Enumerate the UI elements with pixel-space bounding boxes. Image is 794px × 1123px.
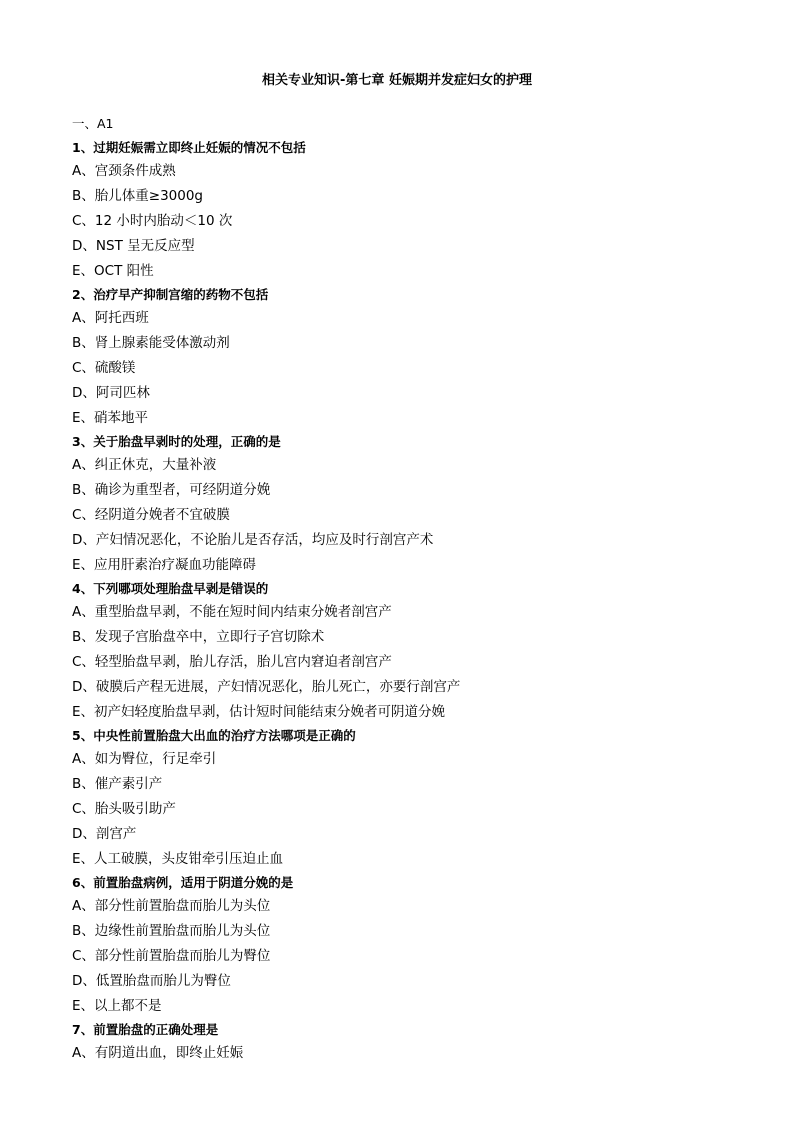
question-6: 6、前置胎盘病例，适用于阴道分娩的是 <box>72 875 294 890</box>
option-2c: C、硫酸镁 <box>72 360 136 376</box>
question-2: 2、治疗早产抑制宫缩的药物不包括 <box>72 287 269 302</box>
option-4c: C、轻型胎盘早剥，胎儿存活，胎儿宫内窘迫者剖宫产 <box>72 654 392 670</box>
option-5d: D、剖宫产 <box>72 826 137 842</box>
option-3c: C、经阴道分娩者不宜破膜 <box>72 507 230 523</box>
option-3b: B、确诊为重型者，可经阴道分娩 <box>72 482 271 498</box>
option-5e: E、人工破膜，头皮钳牵引压迫止血 <box>72 851 284 867</box>
page-title: 相关专业知识-第七章 妊娠期并发症妇女的护理 <box>262 73 532 88</box>
option-1a: A、宫颈条件成熟 <box>72 163 176 179</box>
option-6e: E、以上都不是 <box>72 998 162 1014</box>
option-1c: C、12 小时内胎动＜10 次 <box>72 213 233 229</box>
option-2e: E、硝苯地平 <box>72 410 149 426</box>
question-5: 5、中央性前置胎盘大出血的治疗方法哪项是正确的 <box>72 728 356 743</box>
option-3d: D、产妇情况恶化，不论胎儿是否存活，均应及时行剖宫产术 <box>72 532 434 548</box>
option-1b: B、胎儿体重≥3000g <box>72 188 203 204</box>
option-1d: D、NST 呈无反应型 <box>72 238 195 254</box>
option-4d: D、破膜后产程无进展，产妇情况恶化，胎儿死亡，亦要行剖宫产 <box>72 679 461 695</box>
question-3: 3、关于胎盘早剥时的处理，正确的是 <box>72 434 281 449</box>
option-4b: B、发现子宫胎盘卒中，立即行子宫切除术 <box>72 629 325 645</box>
option-4a: A、重型胎盘早剥，不能在短时间内结束分娩者剖宫产 <box>72 604 392 620</box>
option-5b: B、催产素引产 <box>72 776 163 792</box>
question-1: 1、过期妊娠需立即终止妊娠的情况不包括 <box>72 140 306 155</box>
option-2b: B、肾上腺素能受体激动剂 <box>72 335 230 351</box>
question-4: 4、下列哪项处理胎盘早剥是错误的 <box>72 581 269 596</box>
option-7a: A、有阴道出血，即终止妊娠 <box>72 1045 244 1061</box>
option-6c: C、部分性前置胎盘而胎儿为臀位 <box>72 948 271 964</box>
option-1e: E、OCT 阳性 <box>72 263 154 279</box>
option-3a: A、纠正休克，大量补液 <box>72 457 217 473</box>
option-2d: D、阿司匹林 <box>72 385 150 401</box>
question-list <box>72 137 732 1066</box>
option-2a: A、阿托西班 <box>72 310 149 326</box>
option-3e: E、应用肝素治疗凝血功能障碍 <box>72 557 257 573</box>
question-7: 7、前置胎盘的正确处理是 <box>72 1022 219 1037</box>
option-5c: C、胎头吸引助产 <box>72 801 176 817</box>
option-5a: A、如为臀位，行足牵引 <box>72 751 217 767</box>
option-4e: E、初产妇轻度胎盘早剥，估计短时间能结束分娩者可阴道分娩 <box>72 704 446 720</box>
option-6b: B、边缘性前置胎盘而胎儿为头位 <box>72 923 271 939</box>
option-6d: D、低置胎盘而胎儿为臀位 <box>72 973 231 989</box>
section-heading: 一、A1 <box>72 116 114 131</box>
option-6a: A、部分性前置胎盘而胎儿为头位 <box>72 898 271 914</box>
